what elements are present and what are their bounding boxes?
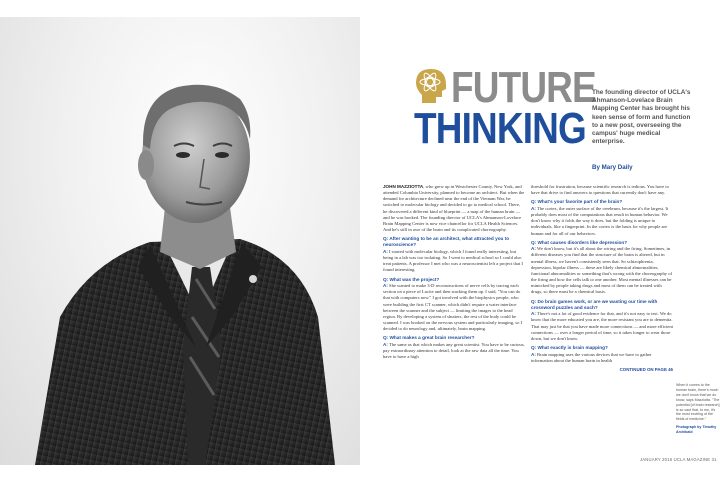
text-column-1 [383,184,525,363]
lead-name: JOHN MAZZIOTTA [383,184,424,189]
answer-text: I started with molecular biology, which I found really interesting, but being in a lab was too isolating. So I went to medical school so I could also treat patients. A professor I met who was a neuroscientist left a project that I found interesting. [383,248,523,273]
question: Q: What causes disorders like depression? [531,239,628,245]
answer-label: A: [531,311,536,317]
answer-text: The cortex, the outer surface of the cerebrum, because it's the largest. It probably does most of the computations that result in human behavior. We don't know why it folds the way it does, but the folding is unique to individuals, like a fingerprint. In the cortex is the basis for why people are human and for all of our behaviors. [531,205,669,236]
question: Q: What's your favorite part of the brain? [531,199,623,205]
intro-text: , who grew up in Westchester County, New York, and attended Columbia University, planned to become an architect. But when the demand for architecture declined near the end of the Vietnam War, he switched to molecular biology and decided to go to medical school. There, he discovered a different kind of blueprint — a map of the human brain — and he was hooked. The founding director of UCLA's Ahmanson-Lovelace Brain Mapping Center is now vice chancellor for UCLA Health Sciences. And he's still in awe of the brain and its complicated choreography. [383,184,525,233]
article-dek: The founding director of UCLA's Ahmanson-Lovelace Brain Mapping Center has brought his keen sense of form and function to a new post, overseeing the campus' huge medical enterprise. [592,89,691,146]
brain-head-icon [414,67,448,105]
title-line-1: FUTURE [451,63,596,112]
continued-on-link[interactable]: CONTINUED ON PAGE 46 [619,366,673,372]
byline: By Mary Daily [592,164,633,171]
answer-text: We don't know, but it's all about the wiring and the firing. Sometimes, in different diseases you find that the structure of the brain is altered, but in mental illness, we haven't consistently seen that. So schizophrenia, depression, bipolar illness — these are likely chemical abnormalities, functional abnormalities or something that's wrong with the choreography of the firing and how the cells talk to one another. Most mental illnesses can be mimicked by people taking drugs and most of them can be treated with drugs, so there must be a chemical basis. [531,246,673,295]
question: Q: What makes a great brain researcher? [383,335,475,341]
answer-text: The same as that which makes any great scientist. You have to be curious, pay extraordinary attention to detail, look at the raw data all the time. You have to have a high [383,342,525,360]
text-column-2 [531,184,673,373]
answer [531,352,673,364]
answer-text: She wanted to make 3-D reconstructions of nerve cells by tracing each section on a piece of Lucite and then stacking them up. I said, "You can do that with computers now." I got involved with the biophysics people, who were building the first CT scanner, which didn't require a water interface between the scanner and the subject — limiting the images to the head region. By developing a system of shutters, the rest of the body could be scanned. I was hooked on the nervous system and particularly imaging, so I decided to do neurology and, ultimately, brain mapping. [383,283,523,332]
continued-paragraph: threshold for frustration, because scientific research is tedious. You have to have that drive to find answers to questions that currently don't have any. [531,184,669,196]
answer-label: A: [531,246,536,252]
sidebar-note [676,383,720,435]
question: Q: After wanting to be an architect, what attracted you to neuroscience? [383,236,510,248]
answer [531,311,673,342]
question: Q: What was the project? [383,276,440,282]
answer-label: A: [383,283,388,289]
intro-paragraph [383,184,525,233]
question: Q: What exactly is brain mapping? [531,345,608,350]
portrait-illustration [0,17,360,465]
answer-text: Brain mapping uses the various devices that we have to gather information about the human brain in health [531,351,652,363]
answer-text: There's not a lot of good evidence for that, and it's not easy to test. We do know that the more educated you are, the more resistant you are to dementia. That may just be that you have made more connections — and more efficient connections — over a longer period of time, so it takes longer to wear those down, but we don't know. [531,311,673,341]
answer-label: A: [383,342,388,347]
sidebar-text: When it comes to the human brain, there's much we don't know that we do know, says Mazziotta. "The potential [of brain research] is so vast that, to me, it's the most exciting of the fields of medicine." [676,383,720,422]
answer-label: A: [383,248,388,254]
question: Q: Do brain games work, or are we wasting our time with crossword puzzles and such? [531,298,658,310]
title-line-2: THINKING [414,104,586,153]
page-folio: JANUARY 2016 UCLA MAGAZINE 31 [640,457,717,462]
photo-credit: Photograph by Timothy Archibald [676,425,717,435]
answer-label: A: [531,205,536,211]
answer-label: A: [531,351,536,357]
answer [383,342,525,360]
answer [531,206,673,237]
answer [383,249,525,274]
answer [383,283,525,332]
answer [531,246,673,295]
portrait-photo [0,17,360,465]
